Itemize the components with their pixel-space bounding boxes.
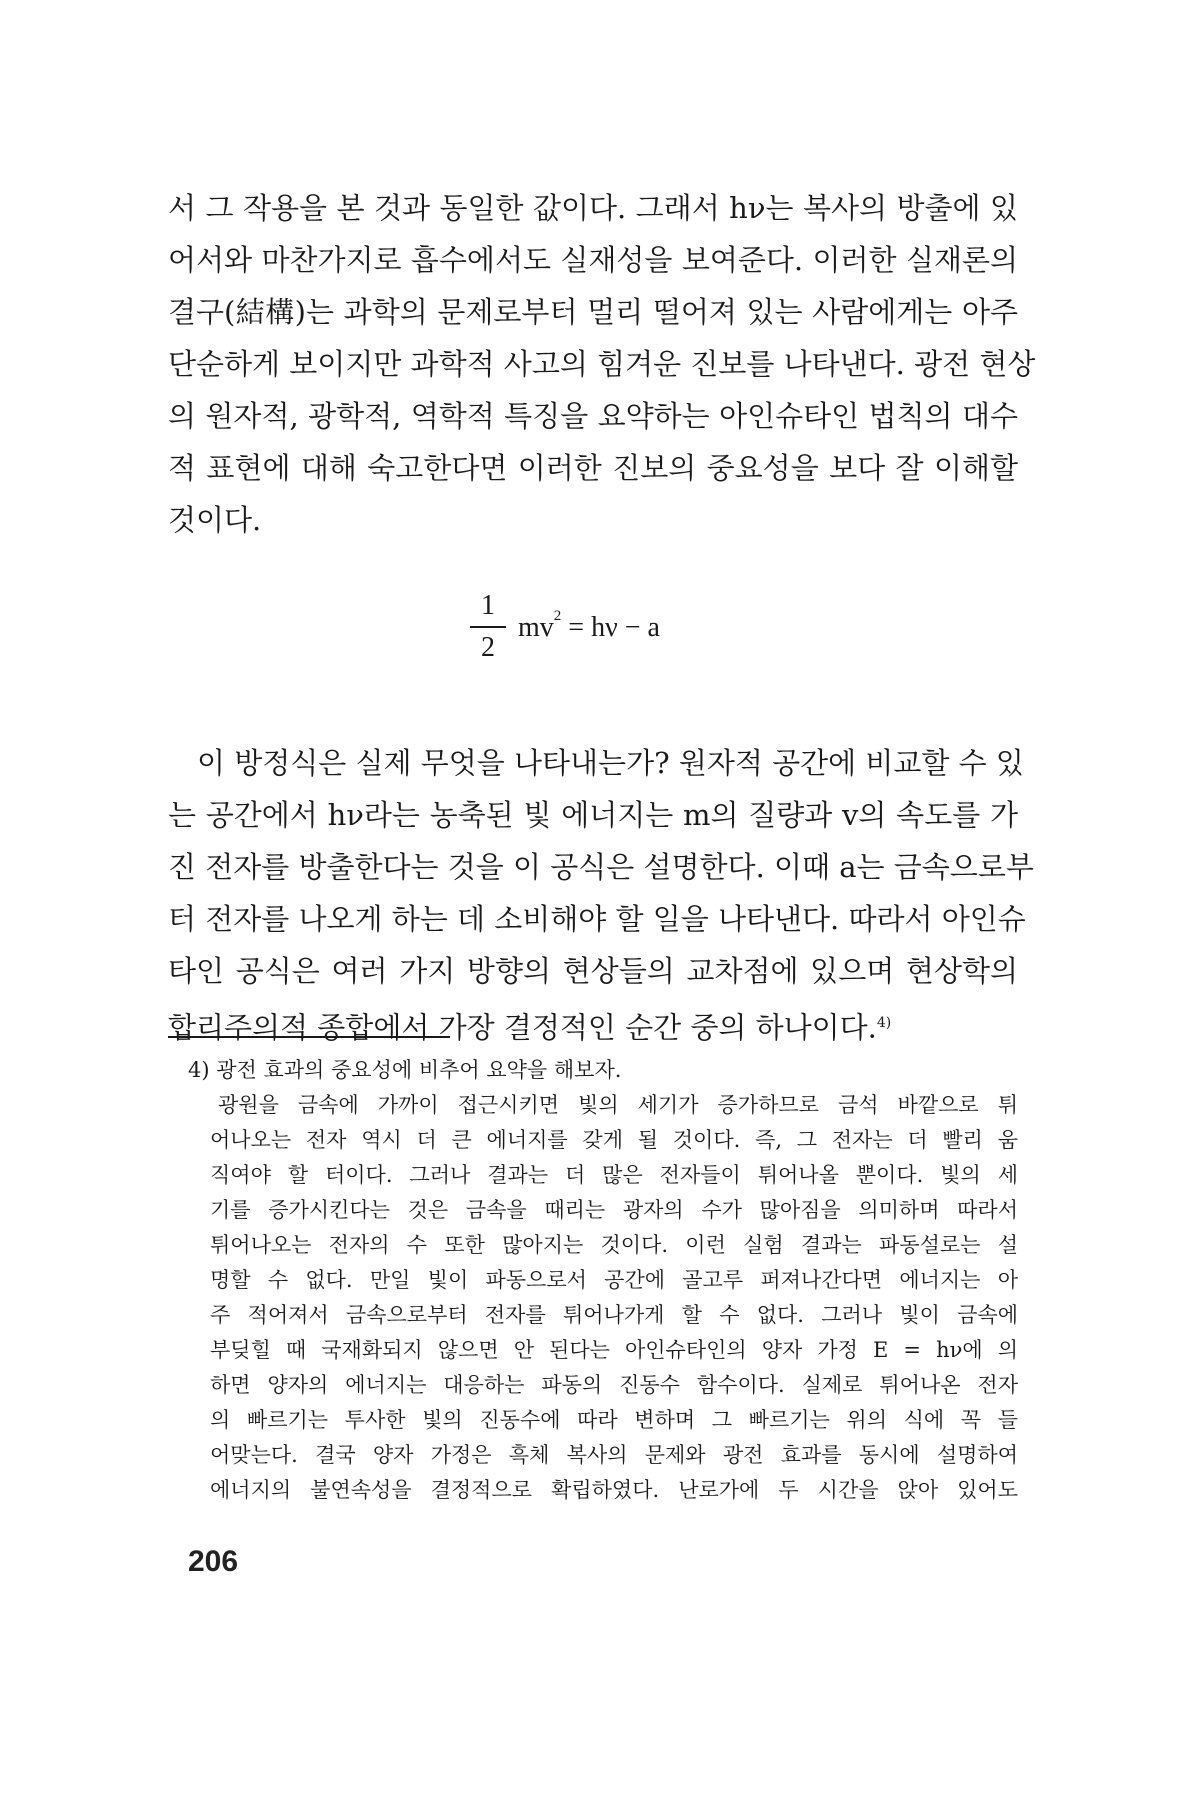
footnote-divider bbox=[168, 1036, 450, 1038]
equation-exponent: 2 bbox=[553, 607, 562, 624]
footnote-line: 의 빠르기는 투사한 빛의 진동수에 따라 변하며 그 빠르기는 위의 식에 꼭 들 bbox=[210, 1408, 1018, 1432]
equation-body bbox=[518, 607, 660, 644]
text-line: 것이다. bbox=[168, 503, 262, 537]
paragraph-2 bbox=[168, 737, 1034, 1054]
text-line: 서 그 작용을 본 것과 동일한 값이다. 그래서 hν는 복사의 방출에 있 bbox=[168, 191, 1018, 225]
footnote-line: 튀어나오는 전자의 수 또한 많아지는 것이다. 이런 실험 결과는 파동설로는 설 bbox=[210, 1233, 1018, 1257]
text-line: 터 전자를 나오게 하는 데 소비해야 할 일을 나타낸다. 따라서 아인슈 bbox=[168, 902, 1026, 936]
footnote-line: 광원을 금속에 가까이 접근시키면 빛의 세기가 증가하므로 금석 바깥으로 튀 bbox=[218, 1093, 1018, 1117]
text-line: 의 원자적, 광학적, 역학적 특징을 요약하는 아인슈타인 법칙의 대수 bbox=[168, 399, 1018, 433]
text-line: 타인 공식은 여러 가지 방향의 현상들의 교차점에 있으며 현상학의 bbox=[168, 954, 1018, 988]
equation-lhs-variable: mv bbox=[518, 612, 554, 643]
fraction-numerator: 1 bbox=[481, 590, 495, 621]
text-line: 이 방정식은 실제 무엇을 나타내는가? 원자적 공간에 비교할 수 있 bbox=[197, 746, 1024, 780]
footnote-line: 부딪힐 때 국재화되지 않으면 안 된다는 아인슈타인의 양자 가정 E = hν에 의 bbox=[210, 1338, 1018, 1362]
footnote-line: 어맞는다. 결국 양자 가정은 흑체 복사의 문제와 광전 효과를 동시에 설명하여 bbox=[210, 1443, 1018, 1467]
footnote-line: 직여야 할 터이다. 그러나 결과는 더 많은 전자들이 튀어나올 뿐이다. 빛의 세 bbox=[210, 1163, 1018, 1187]
text-line: 진 전자를 방출한다는 것을 이 공식은 설명한다. 이때 a는 금속으로부 bbox=[168, 850, 1034, 884]
footnote-line: 기를 증가시킨다는 것은 금속을 때리는 광자의 수가 많아짐을 의미하며 따라서 bbox=[210, 1198, 1018, 1222]
footnote-line: 주 적어져서 금속으로부터 전자를 튀어나가게 할 수 없다. 그러나 빛이 금속에 bbox=[210, 1303, 1018, 1327]
footnote-heading: 4) 광전 효과의 중요성에 비추어 요약을 해보자. bbox=[188, 1058, 622, 1082]
footnote-line: 명할 수 없다. 만일 빛이 파동으로서 공간에 골고루 퍼져나간다면 에너지는 아 bbox=[210, 1268, 1018, 1292]
footnote-reference: 4) bbox=[876, 1015, 892, 1031]
footnote-line: 어나오는 전자 역시 더 큰 에너지를 갖게 될 것이다. 즉, 그 전자는 더 빨리 움 bbox=[210, 1128, 1018, 1152]
fraction-denominator: 2 bbox=[481, 632, 495, 663]
footnote-4 bbox=[188, 1053, 1018, 1508]
paragraph-1 bbox=[168, 182, 1036, 546]
text-line: 적 표현에 대해 숙고한다면 이러한 진보의 중요성을 보다 잘 이해할 bbox=[168, 451, 1018, 485]
footnote-line: 에너지의 불연속성을 결정적으로 확립하였다. 난로가에 두 시간을 앉아 있어도 bbox=[210, 1478, 1018, 1502]
text-line: 합리주의적 종합에서 가장 결정적인 순간 중의 하나이다. bbox=[168, 1010, 877, 1045]
footnote-line: 하면 양자의 에너지는 대응하는 파동의 진동수 함수이다. 실제로 튀어나온 전자 bbox=[210, 1373, 1018, 1397]
text-line: 단순하게 보이지만 과학적 사고의 힘겨운 진보를 나타낸다. 광전 현상 bbox=[168, 347, 1036, 381]
text-line: 결구(結構)는 과학의 문제로부터 멀리 떨어져 있는 사람에게는 아주 bbox=[168, 295, 1018, 329]
text-line: 어서와 마찬가지로 흡수에서도 실재성을 보여준다. 이러한 실재론의 bbox=[168, 243, 1018, 277]
fraction-bar bbox=[470, 626, 506, 628]
footnote-body bbox=[188, 1088, 1018, 1508]
text-line-with-footnote bbox=[168, 997, 1018, 1054]
page-number: 206 bbox=[188, 1545, 239, 1578]
text-line: 는 공간에서 hν라는 농축된 빛 에너지는 m의 질량과 v의 속도를 가 bbox=[168, 798, 1018, 832]
equation-rhs: = hν − a bbox=[568, 612, 660, 643]
